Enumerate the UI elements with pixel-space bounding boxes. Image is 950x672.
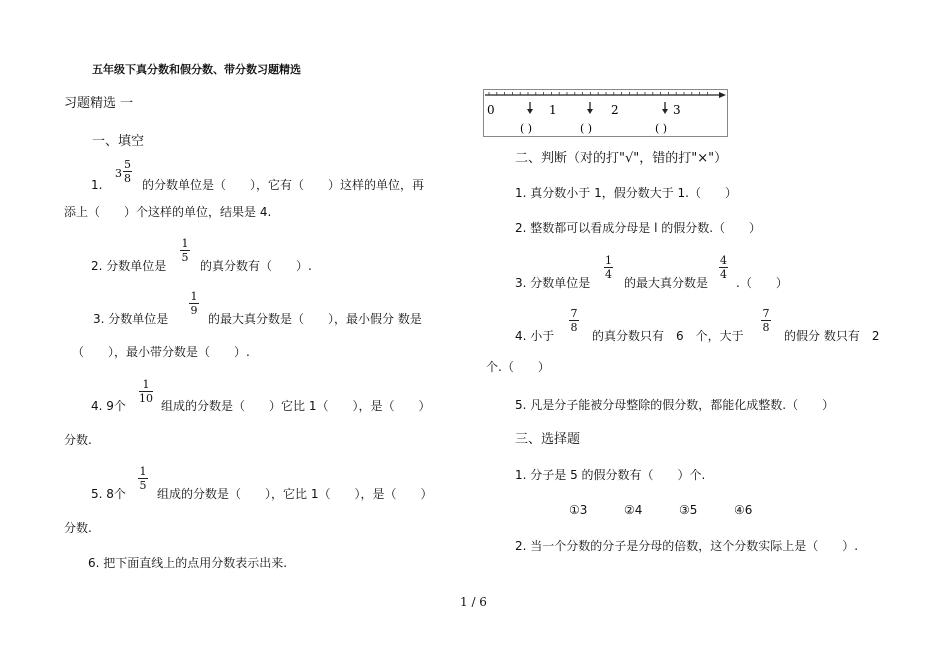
choice-item-2: 2. 当一个分数的分子是分母的倍数，这个分数实际上是（ ）. — [515, 539, 859, 553]
choice-option-1: ①3 — [569, 503, 588, 517]
q2-fraction-numerator: 1 — [181, 237, 189, 250]
judge-item-4-fraction-2-numerator: 7 — [762, 307, 770, 320]
page-number: 1 / 6 — [460, 595, 487, 609]
q1-mixed-whole: 3 — [115, 167, 122, 180]
q5-fraction — [138, 466, 148, 491]
judge-item-4-line2: 个.（ ） — [486, 360, 550, 374]
q2-fraction-denominator: 5 — [181, 251, 189, 264]
q4-text-line2: 分数. — [64, 433, 92, 447]
judge-item-4-fraction-1 — [569, 308, 579, 333]
q3-text-after: 的最大真分数是（ ），最小假分 数是 — [208, 312, 422, 326]
q4-fraction — [139, 379, 153, 404]
q3-fraction-numerator: 1 — [190, 290, 198, 303]
choice-option-2: ②4 — [624, 503, 643, 517]
section-true-false-heading: 二、判断（对的打"√"，错的打"×"） — [515, 151, 728, 166]
q3-fraction-denominator: 9 — [190, 304, 198, 317]
q2-fraction — [180, 238, 190, 263]
judge-item-4-before: 4. 小于 — [515, 329, 555, 343]
judge-item-3-fraction-2-denominator: 4 — [720, 268, 727, 281]
judge-item-3-mid: 的最大真分数是 — [624, 276, 709, 290]
judge-item-4-after: 的假分 数只有 2 — [784, 329, 880, 343]
section-choice-heading: 三、选择题 — [515, 432, 581, 447]
q3-text-before: 3. 分数单位是 — [93, 312, 169, 326]
document-title: 五年级下真分数和假分数、带分数习题精选 — [92, 63, 301, 76]
q2-text-after: 的真分数有（ ）. — [200, 259, 312, 273]
judge-item-2: 2. 整数都可以看成分母是 l 的假分数.（ ） — [515, 221, 762, 235]
number-line-blank-1: ( ) — [520, 122, 533, 135]
q4-text-after: 组成的分数是（ ）它比 1（ ），是（ ） — [161, 399, 431, 413]
judge-item-4-fraction-1-numerator: 7 — [570, 307, 578, 320]
q3-fraction — [189, 291, 199, 316]
exercise-heading: 习题精选 一 — [64, 96, 134, 111]
choice-option-3: ③5 — [679, 503, 698, 517]
judge-item-3-fraction-1 — [604, 255, 613, 280]
judge-item-4-fraction-2-denominator: 8 — [762, 321, 770, 334]
number-line-label-2: 2 — [611, 103, 619, 117]
q5-text-line2: 分数. — [64, 521, 92, 535]
q4-fraction-denominator: 10 — [139, 392, 153, 405]
q5-fraction-denominator: 5 — [139, 479, 147, 492]
q3-text-line2: （ ），最小带分数是（ ）. — [72, 345, 250, 359]
judge-item-4-fraction-2 — [761, 308, 771, 333]
choice-item-1: 1. 分子是 5 的假分数有（ ）个. — [515, 468, 706, 482]
number-line-blank-2: ( ) — [580, 122, 593, 135]
judge-item-3-before: 3. 分数单位是 — [515, 276, 591, 290]
judge-item-5: 5. 凡是分子能被分母整除的假分数，都能化成整数.（ ） — [515, 398, 835, 412]
number-line-blank-3: ( ) — [655, 122, 668, 135]
judge-item-3-after: .（ ） — [736, 276, 788, 290]
q5-text-after: 组成的分数是（ ），它比 1（ ），是（ ） — [157, 487, 433, 501]
q1-fraction-denominator: 8 — [124, 172, 131, 185]
q1-fraction — [123, 159, 132, 184]
judge-item-4-mid: 的真分数只有 6 个，大于 — [592, 329, 744, 343]
judge-item-3-fraction-2 — [719, 255, 728, 280]
q1-fraction-numerator: 5 — [124, 158, 131, 171]
q4-text-before: 4. 9个 — [91, 399, 126, 413]
judge-item-3-fraction-2-numerator: 4 — [720, 254, 727, 267]
judge-item-3-fraction-1-numerator: 1 — [605, 254, 612, 267]
number-line-label-3: 3 — [673, 103, 681, 117]
judge-item-3-fraction-1-denominator: 4 — [605, 268, 612, 281]
judge-item-1: 1. 真分数小于 1，假分数大于 1.（ ） — [515, 186, 737, 200]
section-fill-blank-heading: 一、填空 — [92, 134, 145, 149]
q2-text-before: 2. 分数单位是 — [91, 259, 167, 273]
q5-fraction-numerator: 1 — [139, 465, 147, 478]
q1-text-line2: 添上（ ）个这样的单位，结果是 4. — [64, 205, 272, 219]
number-line-figure — [483, 89, 729, 137]
q4-fraction-numerator: 1 — [142, 378, 150, 391]
q6-text: 6. 把下面直线上的点用分数表示出来. — [88, 556, 288, 570]
judge-item-4-fraction-1-denominator: 8 — [570, 321, 578, 334]
q1-text: 的分数单位是（ ），它有（ ）这样的单位，再 — [142, 178, 425, 192]
number-line-label-1: 1 — [549, 103, 557, 117]
number-line-label-0: 0 — [487, 103, 495, 117]
q1-number: 1. — [91, 178, 103, 192]
q5-text-before: 5. 8个 — [91, 487, 126, 501]
choice-option-4: ④6 — [734, 503, 753, 517]
